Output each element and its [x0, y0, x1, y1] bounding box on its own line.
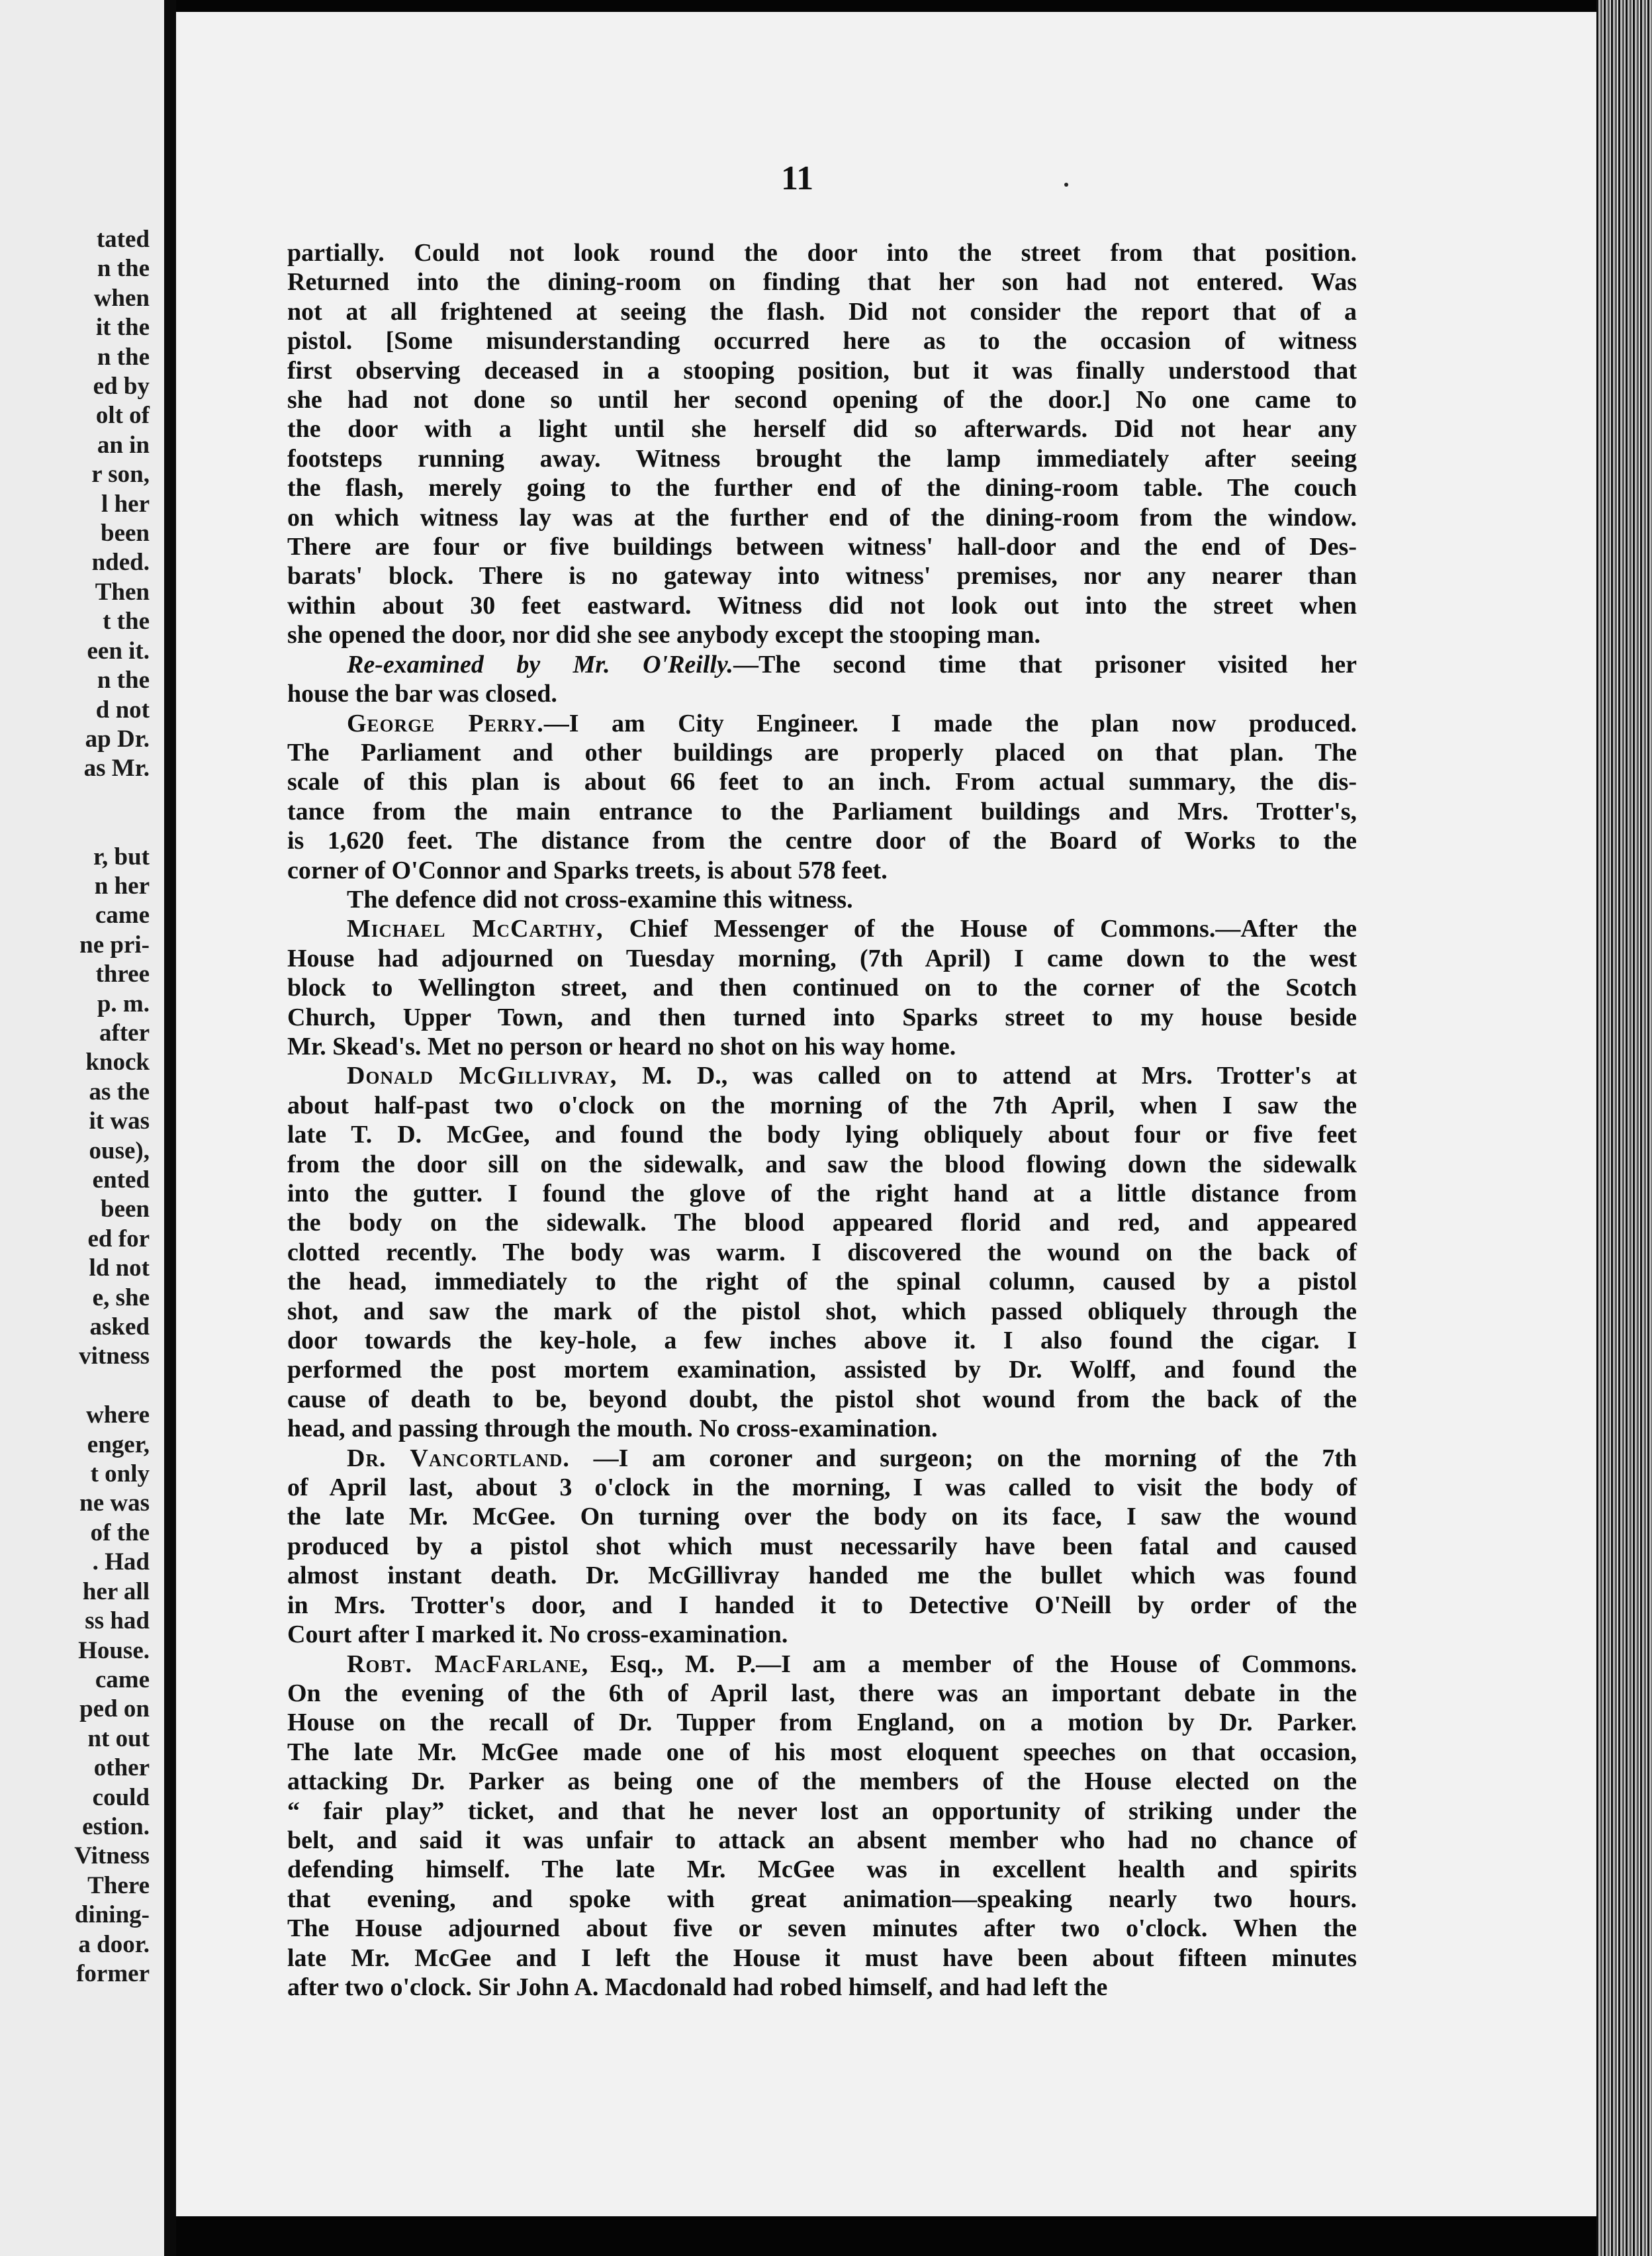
- speaker-name: Michael McCarthy,: [347, 915, 604, 943]
- text-line: [287, 356, 1357, 385]
- previous-page-line: where: [86, 1401, 150, 1429]
- text-line: [287, 1238, 1357, 1267]
- text-line: [287, 1797, 1357, 1826]
- text-line: [287, 767, 1357, 796]
- print-speck: [1064, 183, 1068, 187]
- line-text: block to Wellington street, and then continued on to the corner of the Scotch: [287, 974, 1357, 1002]
- line-text: not at all frightened at seeing the flash. Did not consider the report that of a: [287, 297, 1357, 326]
- document-body: [287, 238, 1357, 2002]
- text-line: [287, 326, 1357, 355]
- line-text: that evening, and spoke with great animation—speaking nearly two hours.: [287, 1885, 1357, 1913]
- previous-page-line: it was: [89, 1107, 150, 1135]
- line-text: corner of O'Connor and Sparks treets, is about 578 feet.: [287, 856, 888, 884]
- previous-page-line: ed by: [93, 373, 150, 400]
- text-line: [287, 1003, 1357, 1032]
- line-text: of April last, about 3 o'clock in the morning, I was called to visit the body of: [287, 1474, 1357, 1502]
- previous-page-line: ne pri-: [79, 931, 150, 959]
- previous-page-line: could: [92, 1783, 150, 1811]
- line-text: the body on the sidewalk. The blood appeared florid and red, and appeared: [287, 1209, 1357, 1237]
- text-line: [287, 1179, 1357, 1208]
- previous-page-line: a door.: [78, 1930, 150, 1958]
- text-line: [287, 267, 1357, 297]
- previous-page-line: ented: [92, 1166, 150, 1194]
- line-text: she opened the door, nor did she see anybody except the stooping man.: [287, 621, 1041, 649]
- text-line: [287, 1091, 1357, 1120]
- previous-page-line: n the: [97, 343, 150, 371]
- previous-page-line: . Had: [92, 1548, 150, 1576]
- text-line: [287, 944, 1357, 973]
- previous-page-line: enger,: [87, 1431, 150, 1458]
- line-text: from the door sill on the sidewalk, and saw the blood flowing down the sidewalk: [287, 1150, 1357, 1178]
- previous-page-line: three: [95, 961, 150, 988]
- text-line: [287, 1355, 1357, 1384]
- previous-page-line: t only: [90, 1460, 150, 1488]
- line-text: about half-past two o'clock on the morning of the 7th April, when I saw the: [287, 1091, 1357, 1119]
- line-text: cause of death to be, beyond doubt, the pistol shot wound from the back of the: [287, 1385, 1357, 1413]
- line-text: “ fair play” ticket, and that he never lost an opportunity of striking under the: [287, 1797, 1357, 1825]
- previous-page-line: been: [101, 520, 150, 547]
- text-line: [287, 1591, 1357, 1620]
- previous-page-line: t the: [103, 608, 150, 635]
- line-text: The House adjourned about five or seven minutes after two o'clock. When the: [287, 1914, 1357, 1943]
- line-text: scale of this plan is about 66 feet to an inch. From actual summary, the dis-: [287, 768, 1357, 796]
- line-text: M. D., was called on to attend at Mrs. Trotter's at: [617, 1062, 1357, 1090]
- text-line: [287, 709, 1357, 738]
- line-text: defending himself. The late Mr. McGee was in excellent health and spirits: [287, 1856, 1357, 1884]
- previous-page-line: ped on: [79, 1695, 150, 1723]
- line-text: first observing deceased in a stooping position, but it was finally understood that: [287, 356, 1357, 385]
- paragraph: [287, 914, 1357, 1061]
- previous-page-line: as the: [89, 1078, 150, 1105]
- text-line: [287, 797, 1357, 826]
- line-text: produced by a pistol shot which must necessarily have been fatal and caused: [287, 1532, 1357, 1560]
- line-text: late T. D. McGee, and found the body lying obliquely about four or five feet: [287, 1121, 1357, 1149]
- previous-page-line: [4, 784, 150, 813]
- line-text: head, and passing through the mouth. No cross-examination.: [287, 1415, 938, 1443]
- paragraph: [287, 238, 1357, 650]
- previous-page-line: after: [99, 1019, 150, 1047]
- paragraph: [287, 885, 1357, 914]
- previous-page-line: came: [95, 1666, 150, 1693]
- book-gutter: [164, 0, 176, 2256]
- page-number: 11: [781, 160, 814, 197]
- text-line: [287, 1650, 1357, 1679]
- paragraph: [287, 1650, 1357, 2002]
- text-line: [287, 444, 1357, 473]
- text-line: [287, 856, 1357, 885]
- text-line: [287, 1620, 1357, 1649]
- line-text: in Mrs. Trotter's door, and I handed it to Detective O'Neill by order of the: [287, 1591, 1357, 1619]
- text-line: [287, 591, 1357, 620]
- line-text: on which witness lay was at the further end of the dining-room from the window.: [287, 503, 1357, 532]
- speaker-name: Dr. Vancortland.: [347, 1444, 570, 1472]
- previous-page: [0, 0, 164, 2256]
- previous-page-text: [4, 225, 150, 1989]
- previous-page-line: vitness: [79, 1342, 150, 1370]
- previous-page-line: ne was: [79, 1489, 150, 1517]
- line-text: belt, and said it was unfair to attack an absent member who had no chance of: [287, 1826, 1357, 1854]
- line-text: after two o'clock. Sir John A. Macdonald had robed himself, and had left the: [287, 1973, 1108, 2001]
- previous-page-line: when: [93, 284, 150, 312]
- line-text: into the gutter. I found the glove of the right hand at a little distance from: [287, 1180, 1357, 1207]
- paragraph: [287, 1444, 1357, 1650]
- text-line: [287, 973, 1357, 1002]
- text-line: [287, 650, 1357, 679]
- previous-page-line: r, but: [93, 843, 150, 870]
- previous-page-line: een it.: [87, 637, 150, 665]
- text-line: [287, 826, 1357, 855]
- text-line: [287, 914, 1357, 943]
- text-line: [287, 620, 1357, 649]
- line-text: she had not done so until her second opening of the door.] No one came to: [287, 386, 1357, 414]
- paragraph: [287, 709, 1357, 885]
- speaker-name: Re-examined by Mr. O'Reilly.: [347, 650, 733, 679]
- line-text: partially. Could not look round the door into the street from that position.: [287, 239, 1357, 267]
- previous-page-line: as Mr.: [83, 755, 150, 782]
- previous-page-line: ld not: [89, 1254, 150, 1282]
- text-line: [287, 1120, 1357, 1149]
- previous-page-line: e, she: [92, 1284, 150, 1311]
- previous-page-line: dining-: [74, 1901, 150, 1929]
- line-text: There are four or five buildings between witness' hall-door and the end of Des-: [287, 533, 1357, 561]
- text-line: [287, 1679, 1357, 1708]
- previous-page-line: Then: [95, 578, 150, 606]
- text-line: [287, 1855, 1357, 1884]
- line-text: performed the post mortem examination, assisted by Dr. Wolff, and found the: [287, 1356, 1357, 1384]
- previous-page-line: ap Dr.: [85, 725, 150, 753]
- text-line: [287, 1826, 1357, 1855]
- text-line: [287, 1414, 1357, 1443]
- text-line: [287, 297, 1357, 326]
- text-line: [287, 1502, 1357, 1531]
- text-line: [287, 1767, 1357, 1796]
- line-text: the head, immediately to the right of the spinal column, caused by a pistol: [287, 1268, 1357, 1296]
- previous-page-line: n the: [97, 255, 150, 283]
- paragraph: [287, 1061, 1357, 1443]
- text-line: [287, 532, 1357, 561]
- speaker-name: George Perry.: [347, 709, 544, 737]
- line-text: the door with a light until she herself did so afterwards. Did not hear any: [287, 415, 1357, 444]
- previous-page-line: estion.: [82, 1812, 150, 1840]
- text-line: [287, 1973, 1357, 2002]
- text-line: [287, 1444, 1357, 1473]
- text-line: [287, 1561, 1357, 1590]
- line-text: clotted recently. The body was warm. I discovered the wound on the back of: [287, 1238, 1357, 1266]
- previous-page-line: it the: [95, 314, 150, 342]
- previous-page-line: n her: [94, 872, 150, 900]
- line-text: The late Mr. McGee made one of his most eloquent speeches on that occasion,: [287, 1738, 1357, 1766]
- text-line: [287, 1708, 1357, 1737]
- line-text: the late Mr. McGee. On turning over the body on its face, I saw the wound: [287, 1503, 1357, 1531]
- previous-page-line: l her: [101, 490, 150, 518]
- line-text: House on the recall of Dr. Tupper from England, on a motion by Dr. Parker.: [287, 1709, 1357, 1737]
- speaker-name: Robt. MacFarlane,: [347, 1650, 589, 1678]
- line-text: On the evening of the 6th of April last, there was an important debate in the: [287, 1679, 1357, 1707]
- previous-page-line: [4, 1372, 150, 1401]
- previous-page-line: p. m.: [97, 990, 150, 1017]
- line-text: —I am coroner and surgeon; on the morning of the 7th: [569, 1444, 1357, 1472]
- line-text: —I am City Engineer. I made the plan now produced.: [543, 709, 1357, 737]
- text-line: [287, 473, 1357, 502]
- line-text: the flash, merely going to the further end of the dining-room table. The couch: [287, 474, 1357, 502]
- line-text: tance from the main entrance to the Parliament buildings and Mrs. Trotter's,: [287, 797, 1357, 825]
- line-text: barats' block. There is no gateway into witness' premises, nor any nearer than: [287, 562, 1357, 590]
- line-text: The Parliament and other buildings are properly placed on that plan. The: [287, 738, 1357, 767]
- previous-page-line: [4, 813, 150, 842]
- text-line: [287, 679, 1357, 708]
- line-text: attacking Dr. Parker as being one of the members of the House elected on the: [287, 1767, 1357, 1796]
- previous-page-line: House.: [78, 1636, 150, 1664]
- previous-page-line: been: [101, 1196, 150, 1223]
- text-line: [287, 385, 1357, 414]
- text-line: [287, 1885, 1357, 1914]
- previous-page-line: ed for: [87, 1225, 150, 1252]
- line-text: House had adjourned on Tuesday morning, (7th April) I came down to the west: [287, 944, 1357, 972]
- previous-page-line: d not: [95, 696, 150, 724]
- line-text: Esq., M. P.—I am a member of the House of Commons.: [588, 1650, 1357, 1678]
- previous-page-line: asked: [89, 1313, 150, 1341]
- previous-page-line: knock: [85, 1049, 150, 1076]
- line-text: almost instant death. Dr. McGillivray handed me the bullet which was found: [287, 1562, 1357, 1590]
- previous-page-line: ss had: [85, 1607, 150, 1635]
- line-text: Church, Upper Town, and then turned into Sparks street to my house beside: [287, 1003, 1357, 1031]
- page-edges: [1596, 0, 1652, 2256]
- paragraph: [287, 650, 1357, 709]
- previous-page-line: of the: [90, 1519, 150, 1546]
- line-text: Returned into the dining-room on finding that her son had not entered. Was: [287, 268, 1357, 297]
- previous-page-line: her all: [82, 1577, 150, 1605]
- line-text: The defence did not cross-examine this witness.: [347, 885, 853, 914]
- previous-page-line: came: [95, 902, 150, 929]
- text-line: [287, 738, 1357, 767]
- previous-page-line: nded.: [91, 549, 150, 577]
- previous-page-line: Vitness: [74, 1842, 150, 1870]
- text-line: [287, 1326, 1357, 1355]
- line-text: shot, and saw the mark of the pistol shot, which passed obliquely through the: [287, 1297, 1357, 1325]
- line-text: pistol. [Some misunderstanding occurred here as to the occasion of witness: [287, 327, 1357, 355]
- text-line: [287, 1208, 1357, 1237]
- text-line: [287, 1473, 1357, 1502]
- line-text: house the bar was closed.: [287, 680, 557, 708]
- line-text: is 1,620 feet. The distance from the centre door of the Board of Works to the: [287, 827, 1357, 855]
- text-line: [287, 1032, 1357, 1061]
- speaker-name: Donald McGillivray,: [347, 1062, 618, 1090]
- previous-page-line: nt out: [87, 1724, 150, 1752]
- line-text: late Mr. McGee and I left the House it must have been about fifteen minutes: [287, 1944, 1357, 1972]
- line-text: —The second time that prisoner visited her: [733, 650, 1357, 679]
- text-line: [287, 885, 1357, 914]
- text-line: [287, 1532, 1357, 1561]
- text-line: [287, 503, 1357, 532]
- previous-page-line: olt of: [95, 402, 150, 430]
- previous-page-line: former: [76, 1959, 150, 1987]
- line-text: footsteps running away. Witness brought the lamp immediately after seeing: [287, 444, 1357, 473]
- line-text: Chief Messenger of the House of Commons.—After the: [603, 915, 1357, 943]
- previous-page-line: n the: [97, 667, 150, 694]
- text-line: [287, 1944, 1357, 1973]
- text-line: [287, 1914, 1357, 1943]
- text-line: [287, 561, 1357, 590]
- previous-page-line: There: [87, 1871, 150, 1899]
- line-text: Mr. Skead's. Met no person or heard no shot on his way home.: [287, 1032, 956, 1060]
- text-line: [287, 414, 1357, 444]
- previous-page-line: ouse),: [89, 1137, 150, 1164]
- line-text: door towards the key-hole, a few inches above it. I also found the cigar. I: [287, 1327, 1357, 1355]
- line-text: Court after I marked it. No cross-examination.: [287, 1621, 788, 1649]
- text-line: [287, 1385, 1357, 1414]
- text-line: [287, 1297, 1357, 1326]
- previous-page-line: tated: [96, 226, 150, 253]
- line-text: within about 30 feet eastward. Witness did not look out into the street when: [287, 591, 1357, 620]
- previous-page-line: an in: [97, 431, 150, 459]
- text-line: [287, 1061, 1357, 1090]
- previous-page-line: other: [93, 1754, 150, 1782]
- previous-page-line: r son,: [91, 461, 150, 489]
- text-line: [287, 238, 1357, 267]
- text-line: [287, 1738, 1357, 1767]
- text-line: [287, 1267, 1357, 1296]
- text-line: [287, 1150, 1357, 1179]
